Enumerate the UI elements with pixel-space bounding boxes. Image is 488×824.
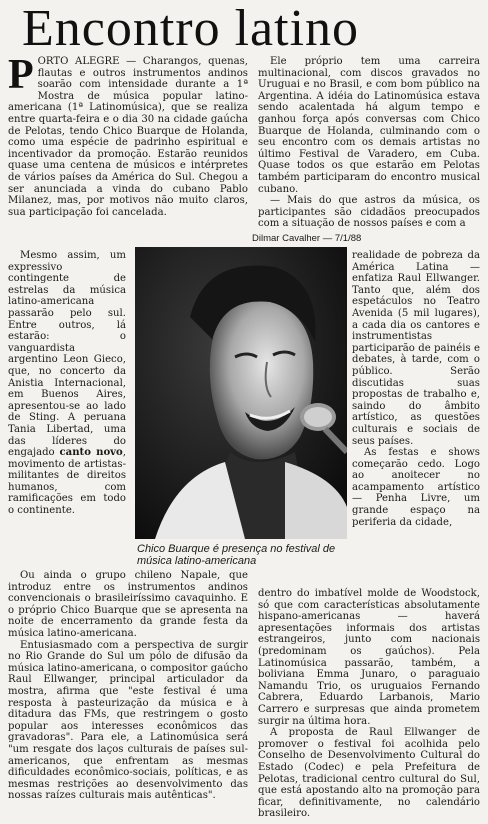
paragraph-woodstock: dentro do imbatível molde de Woodstock, só que com características absolutamente hispano-americanas — haverá apresentações informais dos artistas estrangeiros, junto com nacionais (predominam os gaúchos). Pela Latinomúsica passarão, também, a boliviana Emma Junaro, o paraguaio Namandu Trio, os uruguaios Fernando Cabrera, Eduardo Larbanois, Mario Carrero e surpresas que ainda prometem surgir na última hora. bbox=[258, 588, 480, 727]
paragraph-stars bbox=[8, 250, 126, 517]
canto-novo-term: canto novo bbox=[59, 447, 123, 459]
photo-caption: Chico Buarque é presença no festival de música latino-americana bbox=[137, 543, 336, 567]
paragraph-poverty: realidade de pobreza da América Latina — enfatiza Raul Ellwanger. Tanto que, além dos espetáculos no Teatro Avenida (5 mil lugares), a cada dia os cantores e instrumentistas participarão de painéis e debates, à tarde, com o público. Serão discutidas suas propostas de trabalho e, saindo do âmbito artístico, as questões culturais e sociais de seus países. bbox=[352, 250, 480, 447]
photo-credit: Dilmar Cavalher — 7/1/88 bbox=[252, 233, 362, 244]
photo-chico-buarque bbox=[135, 247, 347, 539]
paragraph-quote: — Mais do que astros da música, os participantes são cidadãos preocupados com a situação de nossos países e com a bbox=[258, 195, 480, 230]
column-1-lead bbox=[8, 52, 248, 218]
paragraph-stars-text-a: Mesmo assim, um expressivo contingente de estrelas da música latino-americana passarão pelo sul. Entre outros, lá estarão: o vanguardista argentino Leon Gieco, que, no concerto da Anistia Internacional, em Buenos Aires, apresentou-se ao lado de Sting. A peruana Tania Libertad, uma das líderes do engajado bbox=[8, 250, 126, 459]
drop-cap: P bbox=[8, 52, 34, 98]
headline: Encontro latino bbox=[22, 0, 360, 57]
paragraph-napale: Ou ainda o grupo chileno Napale, que introduz entre os instrumentos andinos convencionais o brasileiríssimo cavaquinho. E o próprio Chico Buarque que se apresenta na noite de encerramento da grande festa da música latino-americana. bbox=[8, 570, 248, 639]
paragraph-stars-text-b: , movimento de artistas-militantes de direitos humanos, com ramificações em todo o continente. bbox=[8, 447, 126, 517]
paragraph-proposal: A proposta de Raul Ellwanger de promover o festival foi acolhida pelo Conselho de Desenvolvimento Cultural do Estado (Codec) e pela Prefeitura de Pelotas, tradicional centro cultural do Sul, que está apostando alto na promoção para ficar, definitivamente, no calendário brasileiro. bbox=[258, 727, 480, 820]
column-2-narrow bbox=[352, 250, 480, 528]
column-2-top bbox=[258, 56, 480, 230]
column-2-bottom bbox=[258, 588, 480, 820]
lead-paragraph: ORTO ALEGRE — Charangos, quenas, flautas e outros instrumentos andinos soarão com intensidade durante a 1ª Mostra de música popular latino-americana (1ª Latinomúsica), que se realiza entre quarta-feira e o dia 30 na cidade gaúcha de Pelotas, tendo Chico Buarque de Holanda, como uma espécie de padrinho espiritual e incentivador da promoção. Estarão reunidos quase uma centena de músicos e intérpretes de vários países da América do Sul. Chegou a ser anunciada a vinda do cubano Pablo Milanez, mas, por motivos não muito claros, sua participação foi cancelada. bbox=[8, 56, 248, 218]
singer-photo-illustration bbox=[135, 247, 347, 539]
paragraph-festas: As festas e shows começarão cedo. Logo ao anoitecer no acampamento artístico — Penha Livre, um grande espaço na periferia da cidade, bbox=[352, 447, 480, 528]
column-1-narrow bbox=[8, 250, 126, 517]
column-1-bottom bbox=[8, 570, 248, 802]
paragraph-ellwanger: Entusiasmado com a perspectiva de surgir no Rio Grande do Sul um pólo de difusão da música latino-americana, o compositor gaúcho Raul Ellwanger, principal articulador da mostra, afirma que "este festival é uma resposta à pasteurização da música e à ditadura das FMs, que restringem o gosto popular aos interesses econômicos das gravadoras". Para ele, a Latinomúsica será "um resgate dos laços culturais de países sul-americanos, que enfrentam as mesmas dificuldades econômico-sociais, políticas, e as mesmas restrições ao desenvolvimento das nossas raízes culturais mais autênticas". bbox=[8, 639, 248, 802]
paragraph-career: Ele próprio tem uma carreira multinacional, com discos gravados no Uruguai e no Brasil, e com bom público na Argentina. A idéia do Latinomúsica estava sendo acalentada há algum tempo e ganhou força após conversas com Chico Buarque de Holanda, culminando com o seu encontro com os demais artistas no último Festival de Varadero, em Cuba. Quase todos os que estarão em Pelotas também participaram do encontro musical cubano. bbox=[258, 56, 480, 195]
